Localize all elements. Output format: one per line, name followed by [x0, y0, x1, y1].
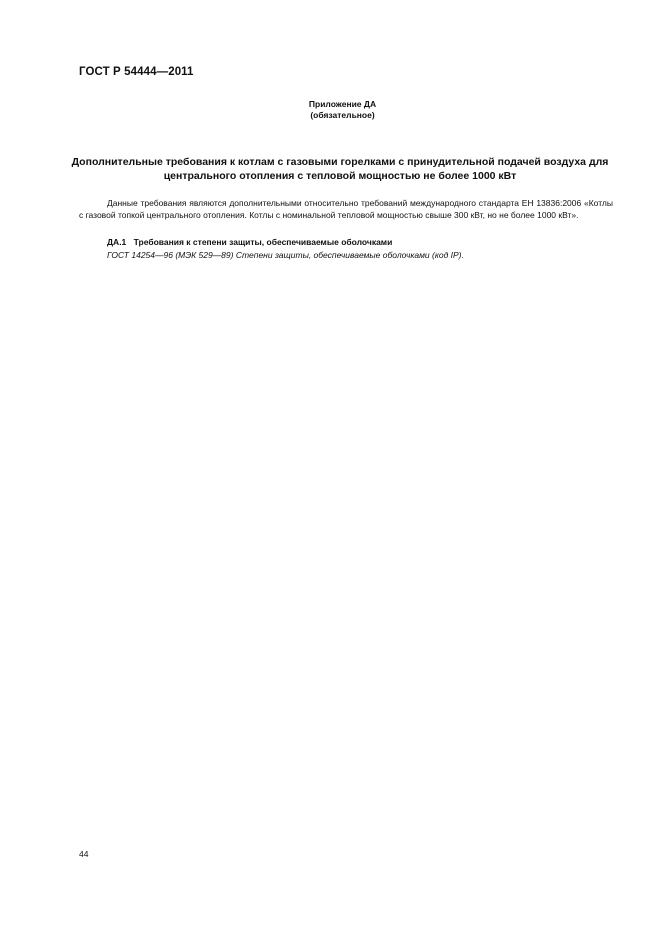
- intro-paragraph: Данные требования являются дополнительными относительно требований международного стандарта ЕН 13836:2006 «Котлы с газовой топкой центрального отопления. Котлы с номинальной тепловой мощностью свыше 300 кВт, но не более 1000 кВт».: [79, 198, 613, 220]
- page-number: 44: [79, 849, 89, 859]
- annex-status: (обязательное): [310, 110, 375, 120]
- clause-reference: ГОСТ 14254—96 (МЭК 529—89) Степени защиты, обеспечиваемые оболочками (код IP).: [107, 250, 464, 260]
- clause-number: ДА.1: [107, 237, 127, 247]
- section-title: Дополнительные требования к котлам с газовыми горелками с принудительной подачей воздуха для центрального отопления с тепловой мощностью не более 1000 кВт: [71, 156, 609, 182]
- document-code: ГОСТ Р 54444—2011: [79, 66, 194, 78]
- clause-title: Требования к степени защиты, обеспечиваемые оболочками: [133, 237, 393, 247]
- clause-heading: [107, 236, 392, 248]
- annex-title: Приложение ДА: [308, 99, 377, 109]
